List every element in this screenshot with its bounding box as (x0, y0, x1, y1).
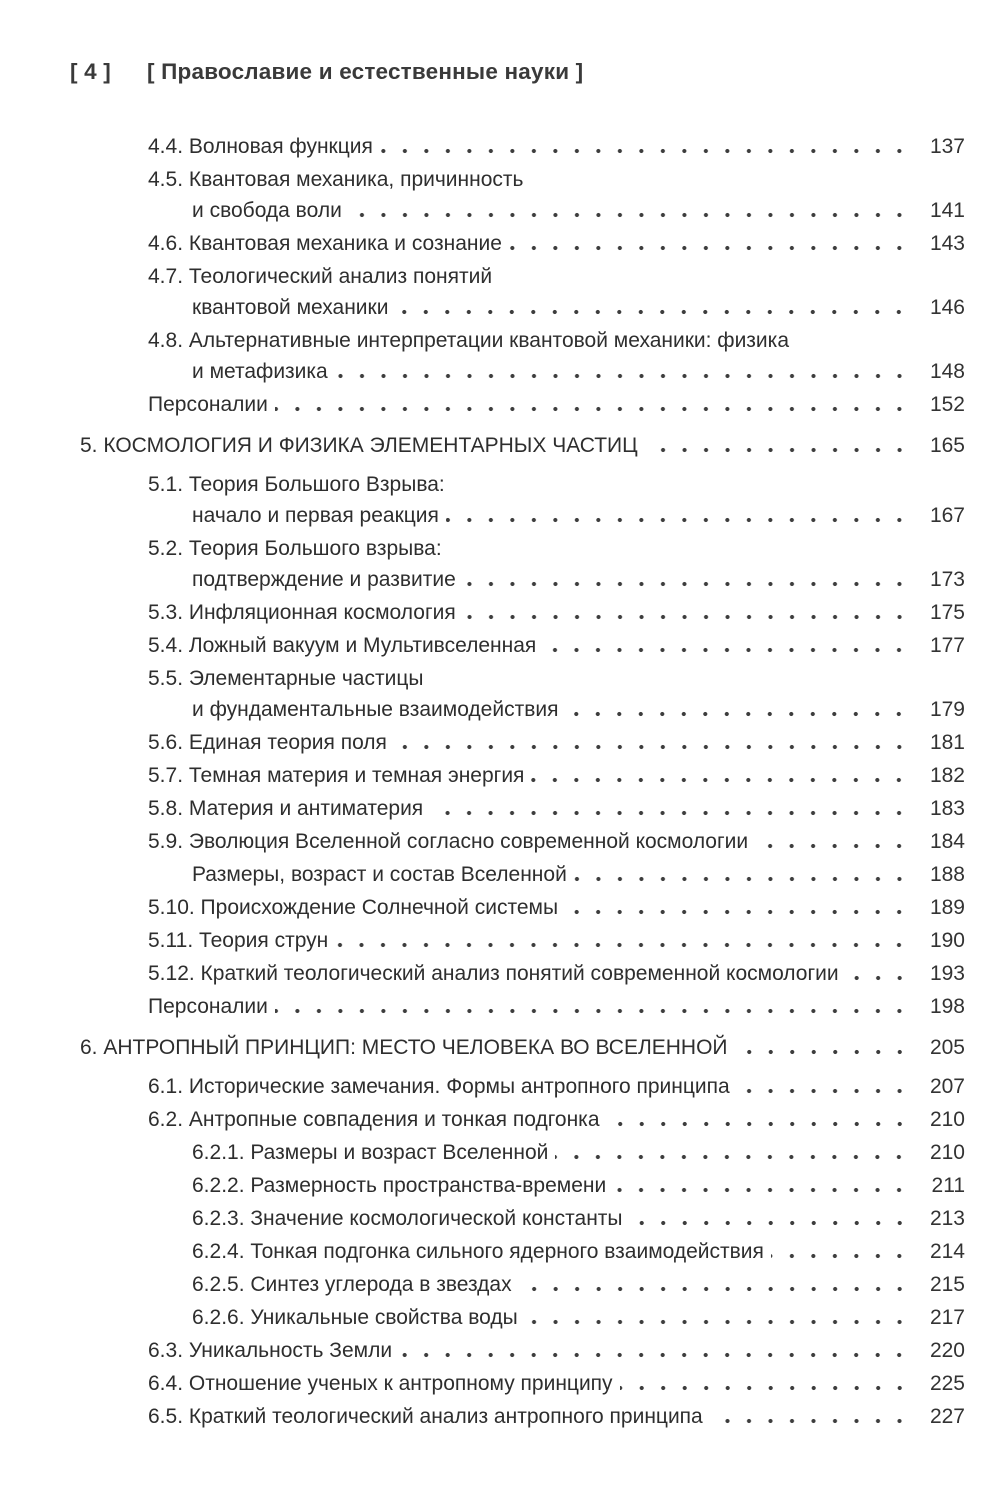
toc-page-number: 213 (929, 1207, 965, 1230)
dot-leader (645, 430, 912, 461)
book-title: [ Православие и естественные науки ] (147, 59, 584, 84)
toc-entry (0, 760, 965, 791)
dot-leader (394, 727, 912, 758)
toc-entry (0, 1368, 965, 1399)
dot-leader (607, 1104, 912, 1135)
toc-entry-title: 5.9. Эволюция Вселенной согласно современной космологии (148, 830, 749, 853)
toc-entry (0, 1335, 965, 1366)
toc-page-number: 181 (929, 731, 965, 754)
dot-leader (335, 356, 912, 387)
toc-entry-title: 5. КОСМОЛОГИЯ И ФИЗИКА ЭЛЕМЕНТАРНЫХ ЧАСТИЦ (80, 434, 638, 457)
toc-entry-title: 5.5. Элементарные частицы (148, 667, 424, 690)
toc-entry-title: 5.3. Инфляционная космология (148, 601, 456, 624)
toc-entry (0, 727, 965, 758)
dot-leader (349, 195, 912, 226)
dot-leader (463, 564, 912, 595)
toc-entry-title: 6.2.2. Размерность пространства-времени (192, 1174, 607, 1197)
toc-entry (0, 261, 965, 323)
dot-leader (613, 1170, 912, 1201)
toc-entry (0, 1071, 965, 1102)
dot-leader (620, 1368, 912, 1399)
toc-entry-title: 4.8. Альтернативные интерпретации квантовой механики: физика (148, 329, 789, 352)
toc-page-number: 143 (929, 232, 965, 255)
toc-entry-title: 6.2.6. Уникальные свойства воды (192, 1306, 518, 1329)
toc-page-number: 214 (929, 1240, 965, 1263)
toc-entry-title: 5.10. Происхождение Солнечной системы (148, 896, 559, 919)
toc-page-number: 189 (929, 896, 965, 919)
toc-entry (0, 859, 965, 890)
dot-leader (519, 1269, 912, 1300)
dot-leader (710, 1401, 912, 1432)
toc-entry-title: 6.2.4. Тонкая подгонка сильного ядерного взаимодействия (192, 1240, 764, 1263)
toc-page-number: 141 (929, 199, 965, 222)
dot-leader (531, 760, 912, 791)
toc-page-number: 210 (929, 1141, 965, 1164)
dot-leader (846, 958, 912, 989)
dot-leader (399, 1335, 912, 1366)
toc-page-number: 227 (929, 1405, 965, 1428)
page-number-label: [ 4 ] (70, 59, 112, 84)
toc-entry-title: 5.12. Краткий теологический анализ понятий современной космологии (148, 962, 839, 985)
toc-entry (0, 1302, 965, 1333)
toc-entry (0, 228, 965, 259)
toc-entry (0, 630, 965, 661)
toc-entry (0, 1137, 965, 1168)
dot-leader (430, 793, 912, 824)
toc-page-number: 205 (929, 1036, 965, 1059)
dot-leader (275, 991, 912, 1022)
toc-entry-title: 6. АНТРОПНЫЙ ПРИНЦИП: МЕСТО ЧЕЛОВЕКА ВО ВСЕЛЕННОЙ (80, 1036, 728, 1059)
toc-page-number: 210 (929, 1108, 965, 1131)
toc-page-number: 167 (929, 504, 965, 527)
toc-entry-title: 4.5. Квантовая механика, причинность (148, 168, 524, 191)
dot-leader (446, 500, 912, 531)
toc-page-number: 148 (929, 360, 965, 383)
toc-entry (0, 826, 965, 857)
toc-page-number: 175 (929, 601, 965, 624)
toc-entry (0, 663, 965, 725)
toc-chapter-entry (0, 1032, 965, 1063)
toc-entry-title: 4.7. Теологический анализ понятий (148, 265, 493, 288)
toc-page-number: 146 (929, 296, 965, 319)
toc-entry-title: 5.2. Теория Большого взрыва: (148, 537, 442, 560)
toc-entry (0, 164, 965, 226)
toc-entry-title: 6.2. Антропные совпадения и тонкая подгонка (148, 1108, 600, 1131)
toc-entry (0, 533, 965, 595)
dot-leader (509, 228, 912, 259)
dot-leader (565, 892, 912, 923)
toc-entry (0, 925, 965, 956)
toc-page-number: 193 (929, 962, 965, 985)
toc-page-number: 190 (929, 929, 965, 952)
toc-entry-title-continued: и метафизика (192, 360, 328, 383)
toc-entry-title: 4.4. Волновая функция (148, 135, 373, 158)
toc-entry-title: 5.8. Материя и антиматерия (148, 797, 424, 820)
toc-entry-title: 4.6. Квантовая механика и сознание (148, 232, 502, 255)
toc-entry-title: 5.6. Единая теория поля (148, 731, 387, 754)
toc-entry (0, 469, 965, 531)
dot-leader (574, 859, 912, 890)
toc-page-number: 182 (929, 764, 965, 787)
dot-leader (737, 1071, 912, 1102)
toc-entry-title: Персоналии (148, 393, 268, 416)
toc-entry-title: 6.1. Исторические замечания. Формы антропного принципа (148, 1075, 730, 1098)
toc-page-number: 188 (929, 863, 965, 886)
toc-entry-title: 5.4. Ложный вакуум и Мультивселенная (148, 634, 537, 657)
toc-page-number: 137 (929, 135, 965, 158)
toc-entry-title-continued: и свобода воли (192, 199, 342, 222)
toc-entry (0, 793, 965, 824)
dot-leader (735, 1032, 913, 1063)
toc-page-number: 220 (929, 1339, 965, 1362)
dot-leader (463, 597, 912, 628)
toc-page-number: 198 (929, 995, 965, 1018)
toc-entry (0, 325, 965, 387)
toc-entry-title-continued: и фундаментальные взаимодействия (192, 698, 559, 721)
toc-page-number: 225 (929, 1372, 965, 1395)
dot-leader (335, 925, 912, 956)
toc-entry-title: 6.2.3. Значение космологической константы (192, 1207, 623, 1230)
dot-leader (555, 1137, 912, 1168)
toc-entry-title-continued: подтверждение и развитие (192, 568, 456, 591)
toc-page-number: 207 (929, 1075, 965, 1098)
dot-leader (755, 826, 912, 857)
toc-entry (0, 1401, 965, 1432)
toc-entry (0, 597, 965, 628)
running-head (0, 58, 965, 86)
toc-entry-title: 6.2.1. Размеры и возраст Вселенной (192, 1141, 549, 1164)
dot-leader (525, 1302, 912, 1333)
toc-chapter-entry (0, 430, 965, 461)
toc-entry (0, 892, 965, 923)
toc-entry-title: Размеры, возраст и состав Вселенной (192, 863, 567, 886)
dot-leader (275, 389, 912, 420)
table-of-contents (0, 131, 965, 1432)
toc-page-number: 179 (929, 698, 965, 721)
toc-entry-title: 6.4. Отношение ученых к антропному принципу (148, 1372, 613, 1395)
toc-page-number: 152 (929, 393, 965, 416)
toc-page-number: 184 (929, 830, 965, 853)
toc-entry-title: 6.2.5. Синтез углерода в звездах (192, 1273, 512, 1296)
toc-entry-title: 6.5. Краткий теологический анализ антропного принципа (148, 1405, 703, 1428)
dot-leader (543, 630, 912, 661)
toc-entry-title: 5.7. Темная материя и темная энергия (148, 764, 525, 787)
dot-leader (395, 292, 912, 323)
toc-entry (0, 389, 965, 420)
dot-leader (380, 131, 912, 162)
toc-entry (0, 958, 965, 989)
toc-page-number: 165 (929, 434, 965, 457)
toc-entry (0, 1104, 965, 1135)
toc-entry-title: 5.11. Теория струн (148, 929, 329, 952)
toc-entry (0, 1203, 965, 1234)
toc-entry (0, 1170, 965, 1201)
toc-page-number: 173 (929, 568, 965, 591)
toc-entry (0, 1269, 965, 1300)
dot-leader (630, 1203, 912, 1234)
dot-leader (565, 694, 912, 725)
toc-page-number: 183 (929, 797, 965, 820)
toc-page-number: 217 (929, 1306, 965, 1329)
toc-entry-title-continued: квантовой механики (192, 296, 389, 319)
toc-entry-title: 6.3. Уникальность Земли (148, 1339, 393, 1362)
dot-leader (771, 1236, 912, 1267)
toc-entry (0, 991, 965, 1022)
toc-entry-title: Персоналии (148, 995, 268, 1018)
toc-entry-title-continued: начало и первая реакция (192, 504, 439, 527)
toc-page-number: 215 (929, 1273, 965, 1296)
toc-page-number: 177 (929, 634, 965, 657)
toc-entry (0, 131, 965, 162)
toc-page-number: 211 (931, 1174, 965, 1197)
toc-entry-title: 5.1. Теория Большого Взрыва: (148, 473, 445, 496)
toc-entry (0, 1236, 965, 1267)
